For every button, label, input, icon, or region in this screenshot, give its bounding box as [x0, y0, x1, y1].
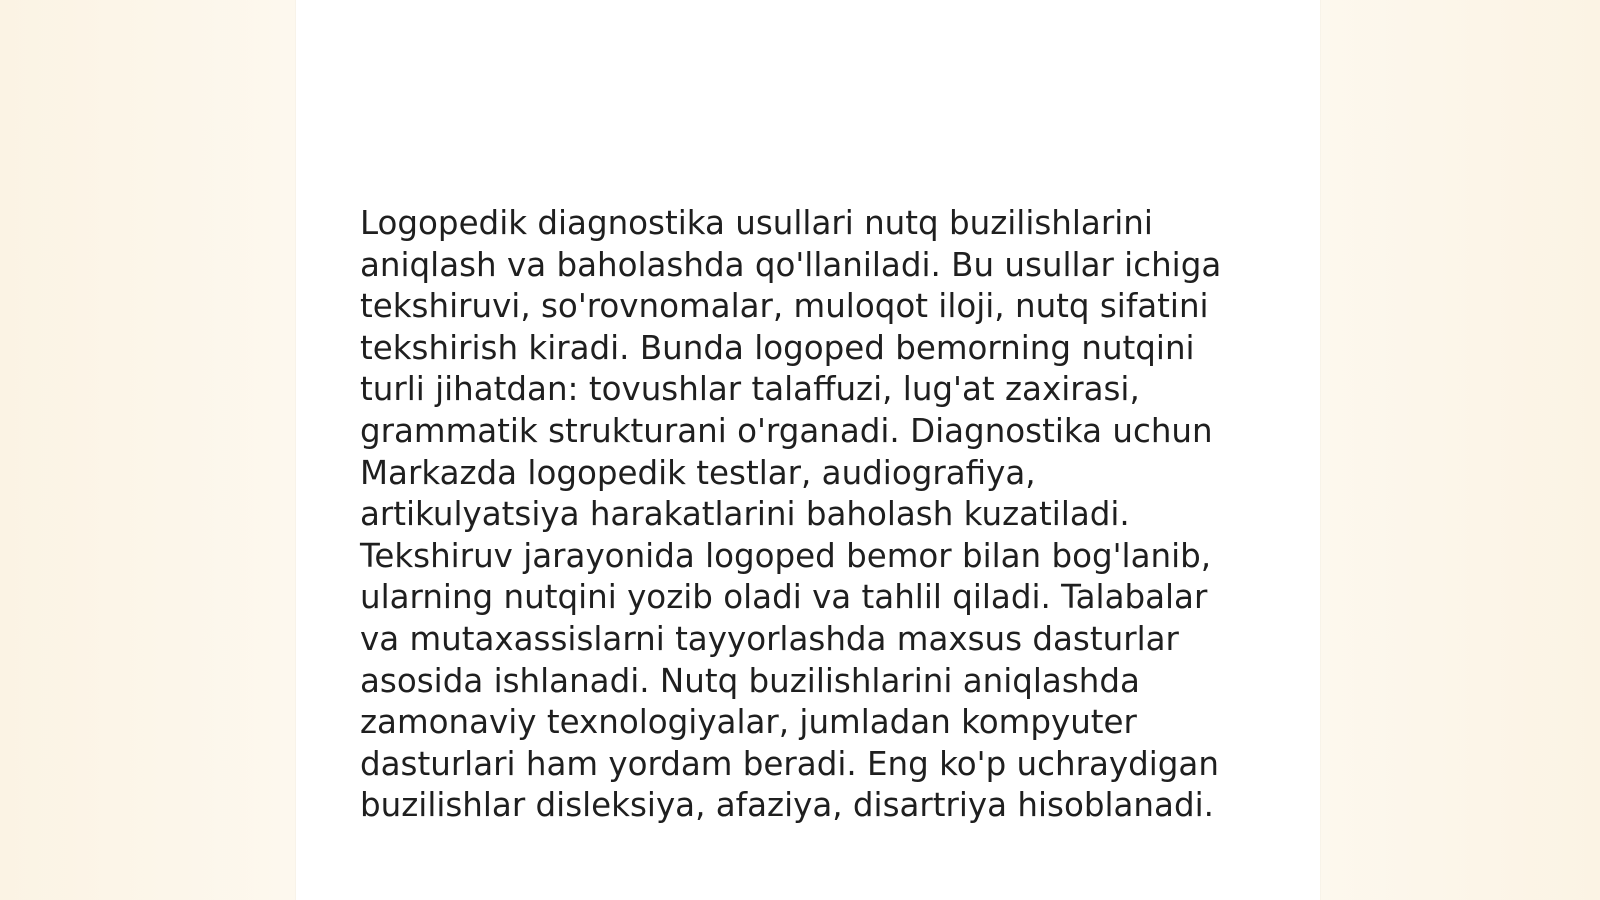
- text-line: Tekshiruv jarayonida logoped bemor bilan bog'lanib,: [360, 536, 1212, 575]
- text-line: ularning nutqini yozib oladi va tahlil qiladi. Talabalar: [360, 578, 1208, 617]
- slide: [296, 0, 1320, 900]
- text-line: tekshirish kiradi. Bunda logoped bemorning nutqini: [360, 328, 1195, 367]
- text-line: dasturlari ham yordam beradi. Eng ko'p uchraydigan: [360, 744, 1219, 783]
- slide-body-text: [360, 203, 1260, 827]
- text-line: Markazda logopedik testlar, audiografiya,: [360, 453, 1036, 492]
- text-line: grammatik strukturani o'rganadi. Diagnostika uchun: [360, 411, 1213, 450]
- text-line: artikulyatsiya harakatlarini baholash kuzatiladi.: [360, 495, 1130, 534]
- text-line: tekshiruvi, so'rovnomalar, muloqot iloji, nutq sifatini: [360, 287, 1209, 326]
- text-line: turli jihatdan: tovushlar talaffuzi, lug'at zaxirasi,: [360, 370, 1140, 409]
- text-line: aniqlash va baholashda qo'llaniladi. Bu usullar ichiga: [360, 245, 1222, 284]
- text-line: va mutaxassislarni tayyorlashda maxsus dasturlar: [360, 619, 1179, 658]
- text-line: buzilishlar disleksiya, afaziya, disartriya hisoblanadi.: [360, 786, 1214, 825]
- text-line: zamonaviy texnologiyalar, jumladan kompyuter: [360, 703, 1137, 742]
- text-line: Logopedik diagnostika usullari nutq buzilishlarini: [360, 204, 1153, 242]
- text-line: asosida ishlanadi. Nutq buzilishlarini aniqlashda: [360, 661, 1140, 700]
